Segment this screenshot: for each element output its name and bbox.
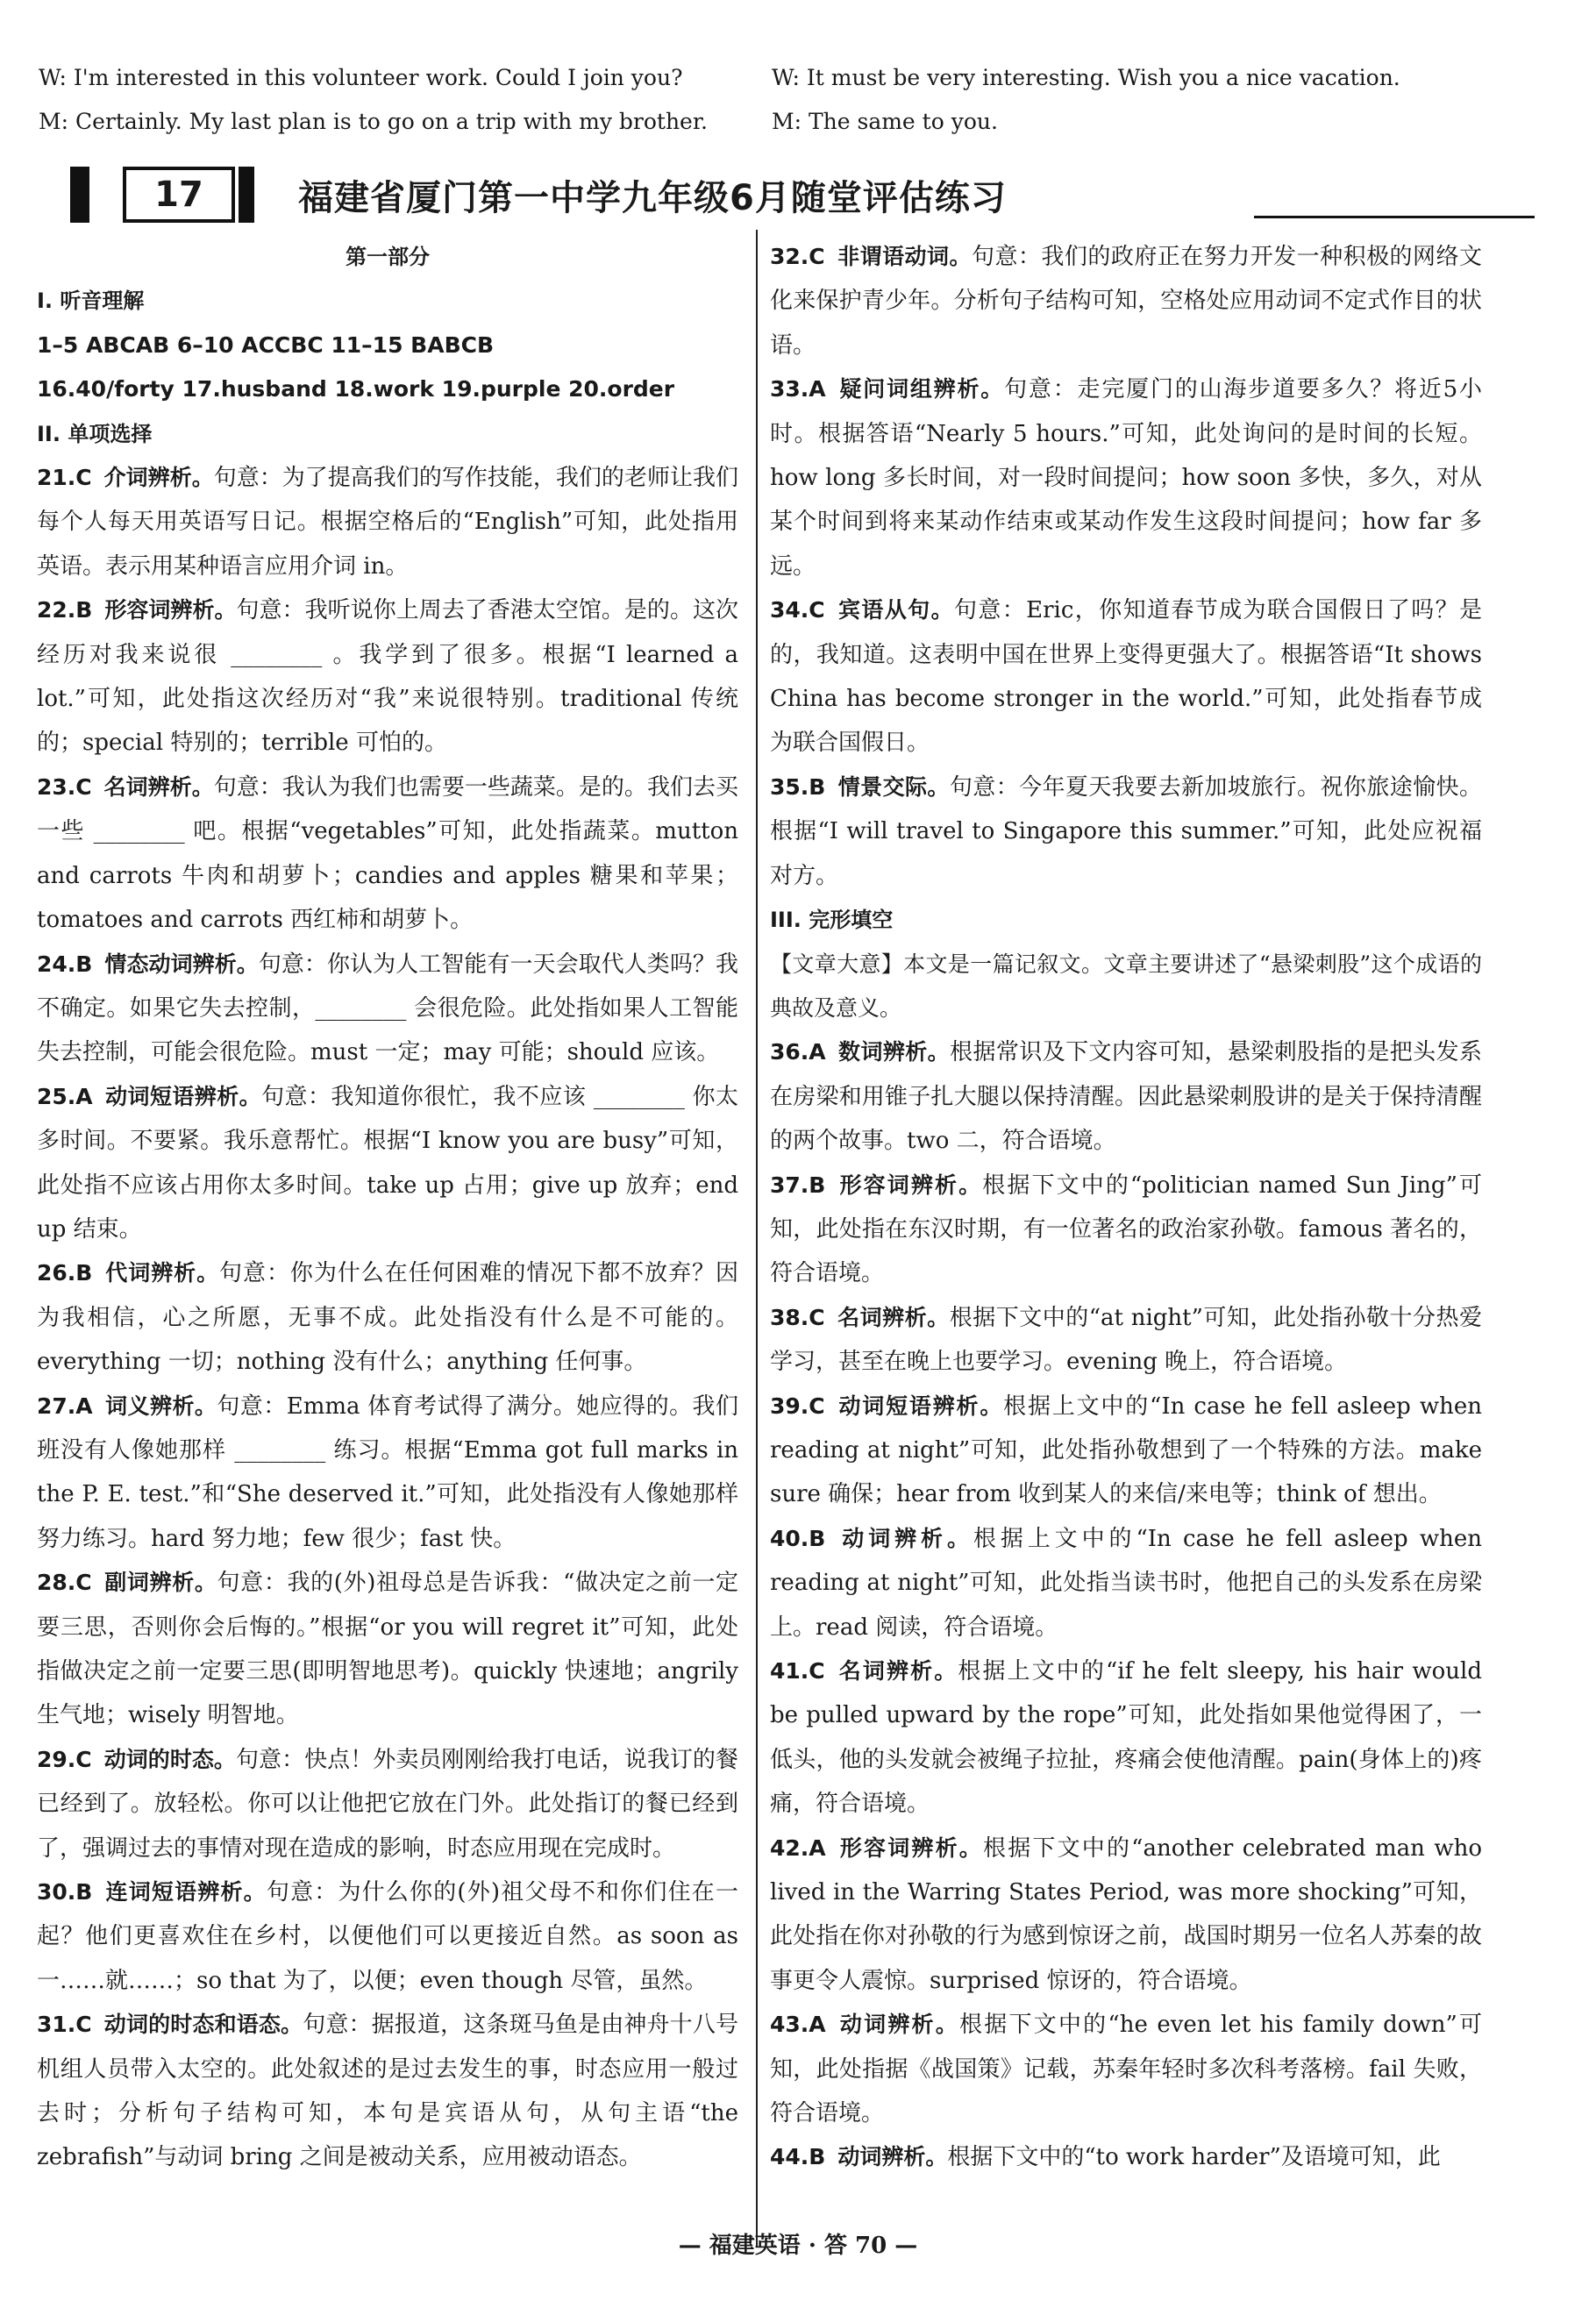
- answer-item: [770, 588, 1482, 766]
- answer-explanation: 根据下文中的“he even let his family down”可知，此处指据《战国策》记载，苏秦年轻时多次科考落榜。fail 失败，符合语境。: [770, 2012, 1482, 2127]
- answer-item: [770, 1030, 1482, 1163]
- answer-category: 连词短语辨析。: [104, 1879, 267, 1906]
- section-listening: I. 听音理解: [37, 288, 145, 314]
- answer-category: 动词辨析。: [837, 2144, 948, 2170]
- answer-item: [37, 1870, 738, 2003]
- answer-explanation: 根据下文中的“at night”可知，此处指孙敬十分热爱学习，甚至在晚上也要学习。evening 晚上，符合语境。: [770, 1304, 1482, 1376]
- answer-item: [770, 1385, 1482, 1517]
- section-single-choice: II. 单项选择: [37, 421, 153, 446]
- answer-category: 名词辨析。: [837, 1658, 958, 1684]
- answer-item: [770, 2003, 1482, 2135]
- answer-key: 40.B: [770, 1525, 826, 1551]
- answer-category: 情景交际。: [837, 773, 950, 800]
- answer-category: 形容词辨析。: [104, 597, 237, 623]
- answer-key: 27.A: [37, 1393, 93, 1419]
- answer-key: 36.A: [770, 1039, 826, 1065]
- answer-category: 副词辨析。: [103, 1570, 217, 1596]
- section-number: 17: [123, 167, 235, 223]
- answer-key: 28.C: [37, 1570, 92, 1596]
- answer-category: 数词辨析。: [837, 1039, 951, 1065]
- answer-explanation: 句意：我听说你上周去了香港太空馆。是的。这次经历对我来说很 ________ 。我学到了很多。根据“I learned a lot.”可知，此处指这次经历对“我”来说很特别。traditional 传统的；special 特别的；terrible 可怕的。: [37, 597, 738, 757]
- answer-explanation: 句意：我认为我们也需要一些蔬菜。是的。我们去买一些 ________ 吧。根据“vegetables”可知，此处指蔬菜。mutton and carrots 牛肉和胡萝卜；candies and apples 糖果和苹果；tomatoes and carrots 西红柿和胡萝卜。: [37, 773, 738, 934]
- answer-category: 非谓语动词。: [837, 244, 972, 269]
- answer-category: 情态动词辨析。: [104, 951, 259, 977]
- answer-explanation: 句意：今年夏天我要去新加坡旅行。祝你旅途愉快。根据“I will travel to Singapore this summer.”可知，此处应祝福对方。: [770, 773, 1482, 889]
- banner-rule: [1254, 216, 1535, 218]
- answer-key: 34.C: [770, 597, 825, 623]
- banner-bar-left: [70, 167, 89, 223]
- answer-explanation: 句意：我们的政府正在努力开发一种积极的网络文化来保护青少年。分析句子结构可知，空格处应用动词不定式作目的状语。: [770, 244, 1482, 359]
- answer-item: [770, 235, 1482, 367]
- top-line-right-1: W: It must be very interesting. Wish you a nice vacation.: [772, 65, 1400, 90]
- answer-category: 动词短语辨析。: [837, 1393, 1004, 1419]
- answer-key: 31.C: [37, 2012, 92, 2038]
- answer-category: 疑问词组辨析。: [837, 376, 1005, 402]
- answer-explanation: 根据上文中的“if he felt sleepy, his hair would be pulled upward by the rope”可知，此处指如果他觉得困了，一低头，他的头发就会被绳子拉扯，疼痛会使他清醒。pain(身体上的)疼痛，符合语境。: [770, 1658, 1482, 1818]
- column-divider: [756, 230, 758, 2247]
- answer-category: 动词辨析。: [837, 1525, 973, 1551]
- answer-category: 宾语从句。: [837, 597, 954, 623]
- answer-key: 26.B: [37, 1260, 93, 1286]
- answer-key: 33.A: [770, 376, 826, 402]
- answer-item: [770, 1164, 1482, 1296]
- answer-key: 42.A: [770, 1834, 826, 1861]
- answer-explanation: 句意：快点！外卖员刚刚给我打电话，说我订的餐已经到了。放轻松。你可以让他把它放在门外。此处指订的餐已经到了，强调过去的事情对现在造成的影响，时态应用现在完成时。: [37, 1746, 738, 1862]
- answer-key: 29.C: [37, 1746, 92, 1772]
- answer-category: 动词的时态。: [103, 1746, 236, 1772]
- answer-key: 41.C: [770, 1658, 825, 1684]
- answer-key: 37.B: [770, 1172, 826, 1198]
- right-column: [770, 235, 1482, 2180]
- answer-explanation: 句意：你认为人工智能有一天会取代人类吗？我不确定。如果它失去控制，________ 会很危险。此处指如果人工智能失去控制，可能会很危险。must 一定；may 可能；should 应该。: [37, 951, 738, 1066]
- answer-category: 形容词辨析。: [837, 1834, 983, 1861]
- answer-explanation: 句意：走完厦门的山海步道要多久？将近5小时。根据答语“Nearly 5 hours.”可知，此处询问的是时间的长短。how long 多长时间，对一段时间提问；how soon 多快，多久，对从某个时间到将来某动作结束或某动作发生这段时间提问；how far 多远。: [770, 376, 1482, 580]
- answer-explanation: 句意：我知道你很忙，我不应该 ________ 你太多时间。不要紧。我乐意帮忙。根据“I know you are busy”可知，此处指不应该占用你太多时间。take up 占用；give up 放弃；end up 结束。: [37, 1083, 738, 1243]
- answer-explanation: 根据常识及下文内容可知，悬梁刺股指的是把头发系在房梁和用锥子扎大腿以保持清醒。因此悬梁刺股讲的是关于保持清醒的两个故事。two 二，符合语境。: [770, 1039, 1482, 1155]
- answer-category: 代词辨析。: [104, 1260, 220, 1286]
- top-line-left-2: M: Certainly. My last plan is to go on a trip with my brother.: [39, 109, 709, 134]
- part-heading: 第一部分: [346, 245, 430, 269]
- answer-item: [37, 1561, 738, 1738]
- answer-item: [770, 1296, 1482, 1385]
- answers-row-1: 1–5 ABCAB 6–10 ACCBC 11–15 BABCB: [37, 331, 495, 358]
- answer-item: [770, 2135, 1482, 2179]
- answer-explanation: 句意：你为什么在任何困难的情况下都不放弃？因为我相信，心之所愿，无事不成。此处指没有什么是不可能的。everything 一切；nothing 没有什么；anything 任何事。: [37, 1260, 738, 1376]
- answer-item: [37, 1075, 738, 1252]
- section-cloze: III. 完形填空: [770, 908, 894, 933]
- answer-key: 30.B: [37, 1879, 93, 1906]
- right-answer-list-b: [770, 1030, 1482, 2180]
- answer-item: [37, 943, 738, 1075]
- answer-item: [37, 2003, 738, 2180]
- answers-row-2: 16.40/forty 17.husband 18.work 19.purple 20.order: [37, 376, 675, 402]
- answer-item: [770, 766, 1482, 898]
- answer-key: 24.B: [37, 951, 93, 977]
- answer-item: [37, 1251, 738, 1384]
- answer-explanation: 句意：为什么你的(外)祖父母不和你们住在一起？他们更喜欢住在乡村，以便他们可以更接近自然。as soon as 一……就……；so that 为了，以便；even though 尽管，虽然。: [37, 1879, 738, 1994]
- answer-category: 动词的时态和语态。: [103, 2012, 303, 2038]
- answer-explanation: 根据上文中的“In case he fell asleep when reading at night”可知，此处指孙敬想到了一个特殊的方法。make sure 确保；hear from 收到某人的来信/来电等；think of 想出。: [770, 1393, 1482, 1508]
- answer-category: 词义辨析。: [104, 1393, 217, 1419]
- answer-category: 形容词辨析。: [837, 1172, 983, 1198]
- section-title: 福建省厦门第一中学九年级6月随堂评估练习: [298, 178, 1007, 218]
- answer-explanation: 句意：我的(外)祖母总是告诉我：“做决定之前一定要三思，否则你会后悔的。”根据“or you will regret it”可知，此处指做决定之前一定要三思(即明智地思考)。quickly 快速地；angrily 生气地；wisely 明智地。: [37, 1570, 738, 1729]
- answer-item: [37, 766, 738, 943]
- answer-explanation: 句意：据报道，这条斑马鱼是由神舟十八号机组人员带入太空的。此处叙述的是过去发生的事，时态应用一般过去时；分析句子结构可知，本句是宾语从句，从句主语“the zebrafish”与动词 bring 之间是被动关系，应用被动语态。: [37, 2012, 738, 2171]
- answer-item: [37, 588, 738, 766]
- page-footer: — 福建英语 · 答 70 —: [678, 2233, 918, 2259]
- answer-category: 动词短语辨析。: [104, 1083, 262, 1109]
- answer-explanation: 根据下文中的“another celebrated man who lived in the Warring States Period, was more shocking”可知，此处指在你对孙敬的行为感到惊讶之前，战国时期另一位名人苏秦的故事更令人震惊。surprised 惊讶的，符合语境。: [770, 1834, 1482, 1994]
- answer-category: 介词辨析。: [103, 465, 214, 491]
- answer-category: 名词辨析。: [837, 1304, 950, 1330]
- answer-key: 39.C: [770, 1393, 825, 1419]
- answer-category: 名词辨析。: [103, 773, 214, 800]
- answer-explanation: 句意：为了提高我们的写作技能，我们的老师让我们每个人每天用英语写日记。根据空格后的“English”可知，此处指用英语。表示用某种语言应用介词 in。: [37, 465, 738, 580]
- answer-explanation: 根据下文中的“to work harder”及语境可知，此: [947, 2144, 1441, 2171]
- answer-key: 25.A: [37, 1083, 93, 1109]
- answer-explanation: 句意：Emma 体育考试得了满分。她应得的。我们班没有人像她那样 ________ 练习。根据“Emma got full marks in the P. E. test.”和“She deserved it.”可知，此处指没有人像她那样努力练习。hard 努力地；few 很少；fast 快。: [37, 1393, 738, 1552]
- answer-item: [770, 1517, 1482, 1649]
- answer-key: 22.B: [37, 597, 93, 623]
- answer-key: 32.C: [770, 244, 825, 269]
- answer-category: 动词辨析。: [837, 2012, 960, 2038]
- top-line-right-2: M: The same to you.: [772, 109, 998, 134]
- answer-item: [37, 1385, 738, 1562]
- answer-item: [37, 1738, 738, 1870]
- answer-item: [770, 1649, 1482, 1827]
- answer-explanation: 句意：Eric，你知道春节成为联合国假日了吗？是的，我知道。这表明中国在世界上变得更强大了。根据答语“It shows China has become stronger in the world.”可知，此处指春节成为联合国假日。: [770, 597, 1482, 757]
- left-column: [37, 235, 738, 2180]
- answer-item: [770, 367, 1482, 588]
- section-banner: [35, 167, 1561, 217]
- top-line-left-1: W: I'm interested in this volunteer work. Could I join you?: [39, 65, 683, 90]
- answer-item: [37, 456, 738, 588]
- right-answer-list-a: [770, 235, 1482, 898]
- answer-key: 43.A: [770, 2012, 826, 2038]
- answer-key: 21.C: [37, 465, 92, 491]
- answer-key: 44.B: [770, 2144, 826, 2170]
- answer-key: 35.B: [770, 773, 826, 800]
- article-summary: 【文章大意】本文是一篇记叙文。文章主要讲述了“悬梁刺股”这个成语的典故及意义。: [770, 951, 1482, 1021]
- answer-explanation: 根据下文中的“politician named Sun Jing”可知，此处指在东汉时期，有一位著名的政治家孙敬。famous 著名的，符合语境。: [770, 1172, 1482, 1287]
- left-answer-list: [37, 456, 738, 2180]
- banner-bar-right: [239, 167, 254, 223]
- answer-explanation: 根据上文中的“In case he fell asleep when reading at night”可知，此处指当读书时，他把自己的头发系在房梁上。read 阅读，符合语境。: [770, 1525, 1482, 1641]
- answer-key: 23.C: [37, 773, 92, 800]
- answer-item: [770, 1827, 1482, 2004]
- answer-key: 38.C: [770, 1304, 825, 1330]
